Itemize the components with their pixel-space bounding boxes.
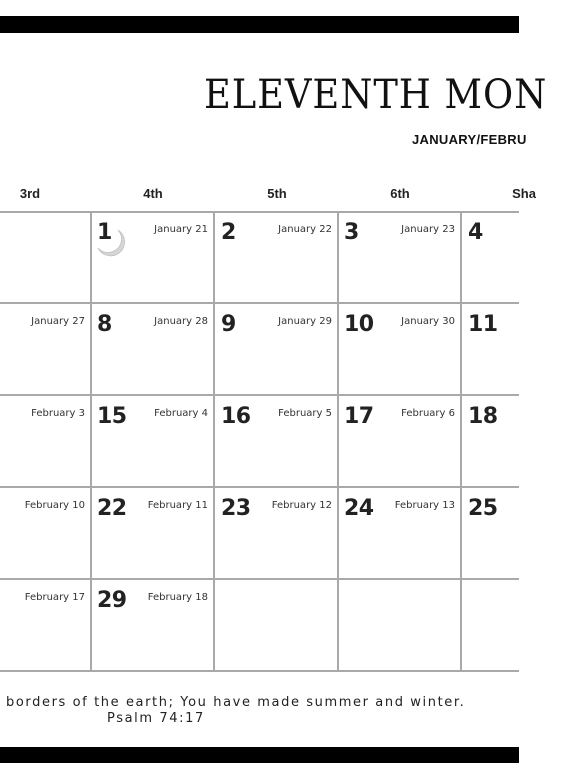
gregorian-date: February 12 bbox=[271, 500, 332, 511]
month-title: ELEVENTH MON bbox=[204, 72, 548, 118]
calendar-day-cell bbox=[216, 396, 338, 486]
top-border-bar bbox=[0, 16, 519, 33]
day-header-3rd: 3rd bbox=[19, 186, 41, 201]
calendar-day-cell bbox=[339, 212, 461, 302]
day-header-sabbath: Sha bbox=[512, 186, 536, 201]
calendar-day-cell bbox=[0, 212, 91, 302]
day-number: 11 bbox=[468, 312, 498, 337]
calendar-day-cell bbox=[463, 212, 585, 302]
calendar-day-cell bbox=[92, 304, 214, 394]
crescent-moon-icon bbox=[94, 226, 128, 260]
gregorian-date: February 18 bbox=[147, 592, 208, 603]
bottom-border-bar bbox=[0, 747, 519, 763]
day-number: 18 bbox=[468, 404, 498, 429]
day-header-6th: 6th bbox=[390, 186, 410, 201]
gregorian-date: January 30 bbox=[401, 316, 455, 327]
gregorian-date: January 22 bbox=[278, 224, 332, 235]
day-number: 23 bbox=[221, 496, 251, 521]
calendar-day-cell bbox=[0, 580, 91, 670]
grid-line bbox=[0, 670, 519, 672]
calendar-day-cell bbox=[92, 488, 214, 578]
gregorian-date: January 27 bbox=[31, 316, 85, 327]
calendar-day-cell bbox=[216, 212, 338, 302]
scripture-verse: borders of the earth; You have made summer and winter. bbox=[6, 695, 466, 710]
calendar-day-cell bbox=[339, 304, 461, 394]
calendar-day-cell bbox=[463, 304, 585, 394]
day-header-5th: 5th bbox=[267, 186, 287, 201]
day-number: 25 bbox=[468, 496, 498, 521]
gregorian-date: February 17 bbox=[24, 592, 85, 603]
day-number: 4 bbox=[468, 220, 483, 245]
gregorian-date: January 21 bbox=[154, 224, 208, 235]
calendar-day-cell bbox=[216, 304, 338, 394]
day-number: 22 bbox=[97, 496, 127, 521]
calendar-day-cell bbox=[339, 488, 461, 578]
gregorian-date: February 10 bbox=[24, 500, 85, 511]
gregorian-date: February 5 bbox=[278, 408, 332, 419]
day-number: 16 bbox=[221, 404, 251, 429]
calendar-day-cell bbox=[0, 396, 91, 486]
gregorian-months-subtitle: JANUARY/FEBRU bbox=[412, 132, 527, 147]
day-number: 24 bbox=[344, 496, 374, 521]
day-number: 2 bbox=[221, 220, 236, 245]
day-number: 8 bbox=[97, 312, 112, 337]
gregorian-date: February 13 bbox=[394, 500, 455, 511]
gregorian-date: February 6 bbox=[401, 408, 455, 419]
day-header-4th: 4th bbox=[143, 186, 163, 201]
day-number: 15 bbox=[97, 404, 127, 429]
gregorian-date: January 28 bbox=[154, 316, 208, 327]
day-number: 29 bbox=[97, 588, 127, 613]
gregorian-date: February 11 bbox=[147, 500, 208, 511]
calendar-day-cell bbox=[0, 304, 91, 394]
day-number: 9 bbox=[221, 312, 236, 337]
calendar-day-cell bbox=[0, 488, 91, 578]
calendar-day-cell bbox=[463, 396, 585, 486]
calendar-day-cell bbox=[339, 396, 461, 486]
calendar-day-cell bbox=[463, 488, 585, 578]
calendar-day-cell bbox=[463, 580, 585, 670]
day-number: 17 bbox=[344, 404, 374, 429]
day-number: 3 bbox=[344, 220, 359, 245]
gregorian-date: January 23 bbox=[401, 224, 455, 235]
calendar-day-cell bbox=[339, 580, 461, 670]
calendar-day-cell bbox=[92, 212, 214, 302]
day-number: 10 bbox=[344, 312, 374, 337]
calendar-day-cell bbox=[92, 396, 214, 486]
calendar-day-cell bbox=[216, 580, 338, 670]
gregorian-date: February 4 bbox=[154, 408, 208, 419]
scripture-reference: Psalm 74:17 bbox=[107, 711, 205, 726]
calendar-day-cell bbox=[216, 488, 338, 578]
day-number: 1 bbox=[97, 220, 112, 245]
gregorian-date: January 29 bbox=[278, 316, 332, 327]
calendar-day-cell bbox=[92, 580, 214, 670]
gregorian-date: February 3 bbox=[31, 408, 85, 419]
